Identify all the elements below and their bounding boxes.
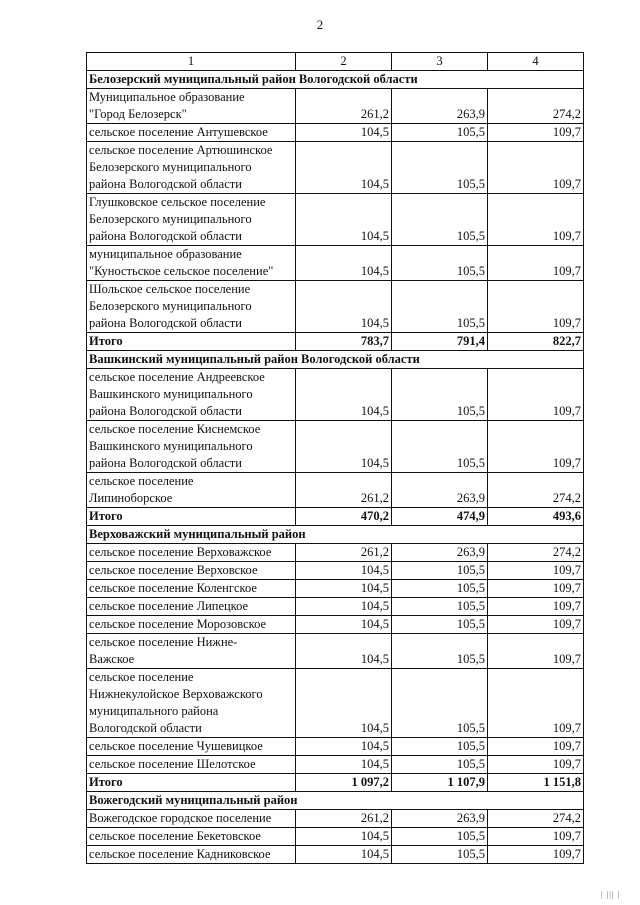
total-label: Итого bbox=[87, 333, 296, 351]
scan-mark: | ||| | bbox=[600, 890, 620, 899]
table-row bbox=[87, 246, 584, 281]
settlement-name-line: сельское поселение Коленгское bbox=[89, 581, 257, 595]
value-cell: 109,7 bbox=[488, 738, 584, 756]
settlement-name bbox=[87, 369, 296, 421]
value-cell: 105,5 bbox=[392, 281, 488, 333]
settlement-name bbox=[87, 846, 296, 864]
value-cell: 104,5 bbox=[296, 580, 392, 598]
settlement-name-line: сельское поселение Шелотское bbox=[89, 757, 256, 771]
value-cell: 104,5 bbox=[296, 562, 392, 580]
value-cell: 104,5 bbox=[296, 738, 392, 756]
total-value: 783,7 bbox=[296, 333, 392, 351]
table-row bbox=[87, 89, 584, 124]
page-number: 2 bbox=[316, 17, 324, 32]
total-label: Итого bbox=[87, 508, 296, 526]
value-cell: 104,5 bbox=[296, 194, 392, 246]
settlement-name bbox=[87, 580, 296, 598]
table-row bbox=[87, 810, 584, 828]
value-cell: 105,5 bbox=[392, 142, 488, 194]
value-cell: 104,5 bbox=[296, 828, 392, 846]
settlement-name-line: сельское поселение Киснемское bbox=[89, 422, 261, 436]
column-header: 4 bbox=[488, 53, 584, 71]
section-header-row bbox=[87, 526, 584, 544]
value-cell: 105,5 bbox=[392, 846, 488, 864]
settlement-name bbox=[87, 634, 296, 669]
settlement-name-line: сельское поселение bbox=[89, 670, 194, 684]
total-value: 822,7 bbox=[488, 333, 584, 351]
settlement-name-line: сельское поселение bbox=[89, 474, 194, 488]
value-cell: 104,5 bbox=[296, 634, 392, 669]
settlement-name-line: Вашкинского муниципального bbox=[89, 387, 253, 401]
table-row bbox=[87, 281, 584, 333]
value-cell: 104,5 bbox=[296, 846, 392, 864]
value-cell: 105,5 bbox=[392, 421, 488, 473]
settlement-name-line: Шольское сельское поселение bbox=[89, 282, 251, 296]
value-cell: 105,5 bbox=[392, 369, 488, 421]
table-row bbox=[87, 544, 584, 562]
total-value: 493,6 bbox=[488, 508, 584, 526]
allocation-table bbox=[86, 52, 584, 864]
settlement-name-line: Белозерского муниципального bbox=[89, 160, 252, 174]
value-cell: 274,2 bbox=[488, 89, 584, 124]
settlement-name bbox=[87, 142, 296, 194]
table-row bbox=[87, 124, 584, 142]
value-cell: 104,5 bbox=[296, 669, 392, 738]
total-value: 1 097,2 bbox=[296, 774, 392, 792]
value-cell: 274,2 bbox=[488, 544, 584, 562]
settlement-name-line: Липиноборское bbox=[89, 491, 173, 505]
value-cell: 109,7 bbox=[488, 246, 584, 281]
settlement-name-line: района Вологодской области bbox=[89, 456, 242, 470]
value-cell: 104,5 bbox=[296, 598, 392, 616]
settlement-name bbox=[87, 246, 296, 281]
total-value: 791,4 bbox=[392, 333, 488, 351]
settlement-name bbox=[87, 616, 296, 634]
settlement-name bbox=[87, 738, 296, 756]
value-cell: 104,5 bbox=[296, 616, 392, 634]
settlement-name-line: Нижнекулойское Верховажского bbox=[89, 687, 263, 701]
table-row bbox=[87, 562, 584, 580]
value-cell: 109,7 bbox=[488, 616, 584, 634]
total-row bbox=[87, 774, 584, 792]
value-cell: 261,2 bbox=[296, 89, 392, 124]
table-row bbox=[87, 669, 584, 738]
value-cell: 104,5 bbox=[296, 369, 392, 421]
settlement-name-line: муниципального района bbox=[89, 704, 219, 718]
settlement-name-line: сельское поселение Липецкое bbox=[89, 599, 249, 613]
value-cell: 105,5 bbox=[392, 598, 488, 616]
settlement-name-line: "Куностьское сельское поселение" bbox=[89, 264, 274, 278]
value-cell: 109,7 bbox=[488, 756, 584, 774]
value-cell: 261,2 bbox=[296, 473, 392, 508]
settlement-name-line: сельское поселение Нижне- bbox=[89, 635, 238, 649]
settlement-name bbox=[87, 473, 296, 508]
total-row bbox=[87, 333, 584, 351]
settlement-name bbox=[87, 810, 296, 828]
table-row bbox=[87, 616, 584, 634]
total-value: 474,9 bbox=[392, 508, 488, 526]
settlement-name-line: сельское поселение Бекетовское bbox=[89, 829, 261, 843]
settlement-name bbox=[87, 281, 296, 333]
settlement-name-line: Муниципальное образование bbox=[89, 90, 245, 104]
section-header-row bbox=[87, 792, 584, 810]
value-cell: 263,9 bbox=[392, 810, 488, 828]
settlement-name-line: сельское поселение Антушевское bbox=[89, 125, 268, 139]
value-cell: 105,5 bbox=[392, 194, 488, 246]
settlement-name-line: сельское поселение Андреевское bbox=[89, 370, 265, 384]
total-value: 1 107,9 bbox=[392, 774, 488, 792]
settlement-name bbox=[87, 544, 296, 562]
table-row bbox=[87, 194, 584, 246]
value-cell: 274,2 bbox=[488, 810, 584, 828]
settlement-name bbox=[87, 89, 296, 124]
settlement-name-line: района Вологодской области bbox=[89, 229, 242, 243]
settlement-name-line: района Вологодской области bbox=[89, 177, 242, 191]
table-row bbox=[87, 738, 584, 756]
total-value: 470,2 bbox=[296, 508, 392, 526]
settlement-name-line: сельское поселение Чушевицкое bbox=[89, 739, 263, 753]
settlement-name-line: Белозерского муниципального bbox=[89, 299, 252, 313]
section-title: Вожегодский муниципальный район bbox=[87, 792, 584, 810]
settlement-name-line: сельское поселение Морозовское bbox=[89, 617, 267, 631]
section-header-row bbox=[87, 71, 584, 89]
value-cell: 104,5 bbox=[296, 281, 392, 333]
settlement-name-line: Важское bbox=[89, 652, 135, 666]
settlement-name-line: сельское поселение Кадниковское bbox=[89, 847, 271, 861]
value-cell: 105,5 bbox=[392, 246, 488, 281]
value-cell: 109,7 bbox=[488, 194, 584, 246]
settlement-name bbox=[87, 194, 296, 246]
column-header: 1 bbox=[87, 53, 296, 71]
settlement-name-line: Белозерского муниципального bbox=[89, 212, 252, 226]
total-label: Итого bbox=[87, 774, 296, 792]
table-row bbox=[87, 634, 584, 669]
value-cell: 109,7 bbox=[488, 669, 584, 738]
settlement-name-line: Вожегодское городское поселение bbox=[89, 811, 272, 825]
value-cell: 261,2 bbox=[296, 810, 392, 828]
table-row bbox=[87, 142, 584, 194]
value-cell: 109,7 bbox=[488, 828, 584, 846]
settlement-name bbox=[87, 562, 296, 580]
table-row bbox=[87, 846, 584, 864]
section-title: Верховажский муниципальный район bbox=[87, 526, 584, 544]
value-cell: 105,5 bbox=[392, 124, 488, 142]
settlement-name bbox=[87, 598, 296, 616]
value-cell: 109,7 bbox=[488, 421, 584, 473]
column-header: 3 bbox=[392, 53, 488, 71]
table-row bbox=[87, 369, 584, 421]
total-value: 1 151,8 bbox=[488, 774, 584, 792]
value-cell: 263,9 bbox=[392, 473, 488, 508]
value-cell: 109,7 bbox=[488, 634, 584, 669]
settlement-name-line: Глушковское сельское поселение bbox=[89, 195, 266, 209]
value-cell: 109,7 bbox=[488, 598, 584, 616]
value-cell: 105,5 bbox=[392, 634, 488, 669]
value-cell: 109,7 bbox=[488, 369, 584, 421]
value-cell: 263,9 bbox=[392, 89, 488, 124]
settlement-name-line: Вологодской области bbox=[89, 721, 202, 735]
value-cell: 104,5 bbox=[296, 142, 392, 194]
value-cell: 105,5 bbox=[392, 562, 488, 580]
value-cell: 109,7 bbox=[488, 562, 584, 580]
column-header: 2 bbox=[296, 53, 392, 71]
table-body bbox=[87, 53, 584, 864]
value-cell: 105,5 bbox=[392, 669, 488, 738]
settlement-name-line: района Вологодской области bbox=[89, 316, 242, 330]
settlement-name-line: Вашкинского муниципального bbox=[89, 439, 253, 453]
section-title: Белозерский муниципальный район Вологодской области bbox=[87, 71, 584, 89]
value-cell: 105,5 bbox=[392, 738, 488, 756]
settlement-name bbox=[87, 756, 296, 774]
table-row bbox=[87, 421, 584, 473]
table-row bbox=[87, 828, 584, 846]
value-cell: 263,9 bbox=[392, 544, 488, 562]
value-cell: 104,5 bbox=[296, 246, 392, 281]
value-cell: 274,2 bbox=[488, 473, 584, 508]
value-cell: 109,7 bbox=[488, 124, 584, 142]
settlement-name-line: "Город Белозерск" bbox=[89, 107, 187, 121]
value-cell: 105,5 bbox=[392, 616, 488, 634]
value-cell: 105,5 bbox=[392, 756, 488, 774]
value-cell: 105,5 bbox=[392, 580, 488, 598]
settlement-name bbox=[87, 124, 296, 142]
settlement-name bbox=[87, 828, 296, 846]
table-row bbox=[87, 598, 584, 616]
value-cell: 105,5 bbox=[392, 828, 488, 846]
table-row bbox=[87, 756, 584, 774]
value-cell: 109,7 bbox=[488, 846, 584, 864]
table-row bbox=[87, 580, 584, 598]
settlement-name bbox=[87, 421, 296, 473]
settlement-name-line: района Вологодской области bbox=[89, 404, 242, 418]
value-cell: 104,5 bbox=[296, 124, 392, 142]
value-cell: 109,7 bbox=[488, 281, 584, 333]
settlement-name-line: сельское поселение Верховское bbox=[89, 563, 258, 577]
value-cell: 104,5 bbox=[296, 421, 392, 473]
value-cell: 261,2 bbox=[296, 544, 392, 562]
settlement-name-line: сельское поселение Артюшинское bbox=[89, 143, 273, 157]
section-header-row bbox=[87, 351, 584, 369]
settlement-name-line: муниципальное образование bbox=[89, 247, 242, 261]
section-title: Вашкинский муниципальный район Вологодской области bbox=[87, 351, 584, 369]
value-cell: 109,7 bbox=[488, 580, 584, 598]
settlement-name-line: сельское поселение Верховажское bbox=[89, 545, 272, 559]
value-cell: 104,5 bbox=[296, 756, 392, 774]
settlement-name bbox=[87, 669, 296, 738]
value-cell: 109,7 bbox=[488, 142, 584, 194]
total-row bbox=[87, 508, 584, 526]
table-row bbox=[87, 473, 584, 508]
column-header-row bbox=[87, 53, 584, 71]
